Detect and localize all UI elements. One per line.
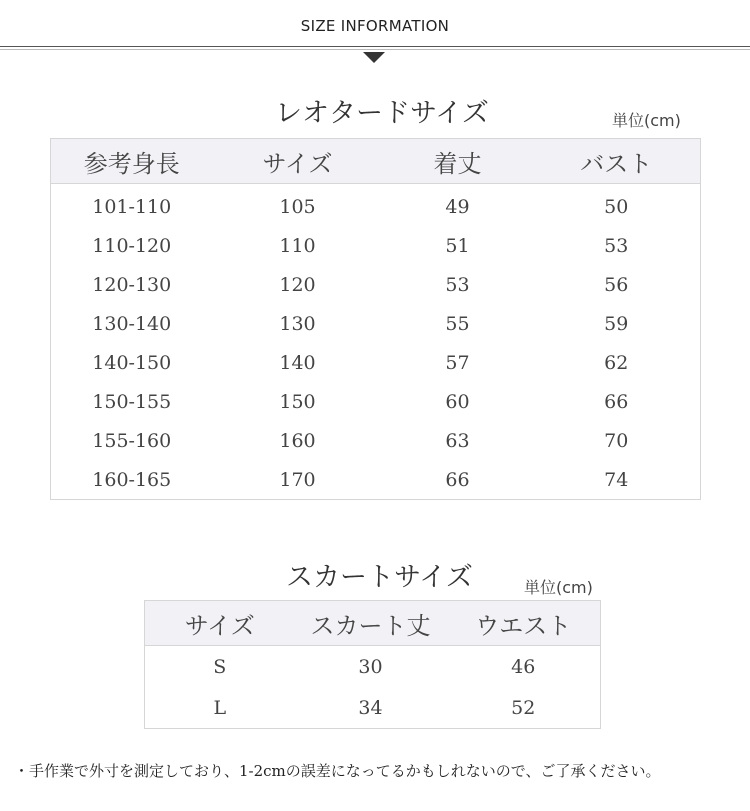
table-cell: 160 xyxy=(279,429,316,452)
table-cell: 140-150 xyxy=(92,351,172,374)
table-row xyxy=(145,687,601,729)
section-header-title: SIZE INFORMATION xyxy=(300,17,450,35)
column-header-skirt-length: スカート丈 xyxy=(295,601,447,646)
table-row xyxy=(51,184,701,227)
column-header-waist: ウエスト xyxy=(447,601,601,646)
table-cell: 53 xyxy=(604,234,629,257)
table-cell: 130-140 xyxy=(92,312,172,335)
table-cell: 50 xyxy=(604,195,629,218)
header-divider xyxy=(0,46,750,50)
table-cell: 120-130 xyxy=(92,273,172,296)
table-row xyxy=(51,265,701,304)
table-cell: 59 xyxy=(604,312,629,335)
table-cell: 46 xyxy=(511,655,536,678)
table-cell: 53 xyxy=(445,273,470,296)
table-cell: 56 xyxy=(604,273,629,296)
table-cell: 140 xyxy=(279,351,316,374)
table-row xyxy=(51,421,701,460)
table-cell: 34 xyxy=(358,696,383,719)
leotard-unit-label: 単位(cm) xyxy=(612,111,681,130)
table-cell: 105 xyxy=(279,195,316,218)
table-cell: 170 xyxy=(279,468,316,491)
table-row xyxy=(51,343,701,382)
column-header-height: 参考身長 xyxy=(51,139,213,184)
column-header-length: 着丈 xyxy=(383,139,533,184)
column-header-size: サイズ xyxy=(145,601,295,646)
table-header-row xyxy=(51,139,701,184)
table-row xyxy=(51,460,701,500)
table-row xyxy=(51,304,701,343)
column-header-size: サイズ xyxy=(213,139,383,184)
leotard-size-title: レオタードサイズ xyxy=(275,98,489,129)
measurement-note: ・手作業で外寸を測定しており、1-2cmの誤差になってるかもしれないので、ご了承ください。 xyxy=(14,762,661,780)
table-cell: 62 xyxy=(604,351,629,374)
down-triangle-icon xyxy=(363,52,385,63)
table-cell: 49 xyxy=(445,195,470,218)
table-cell: 150 xyxy=(279,390,316,413)
table-cell: 101-110 xyxy=(92,195,172,218)
table-cell: 110-120 xyxy=(92,234,172,257)
table-cell: 66 xyxy=(604,390,629,413)
table-cell: 55 xyxy=(445,312,470,335)
table-header-row xyxy=(145,601,601,646)
table-cell: 130 xyxy=(279,312,316,335)
table-cell: 70 xyxy=(604,429,629,452)
table-cell: 63 xyxy=(445,429,470,452)
table-cell: 110 xyxy=(279,234,316,257)
table-row xyxy=(51,382,701,421)
table-cell: 74 xyxy=(604,468,629,491)
table-row xyxy=(51,226,701,265)
column-header-bust: バスト xyxy=(533,139,701,184)
table-cell: 51 xyxy=(445,234,470,257)
table-cell: 52 xyxy=(511,696,536,719)
table-cell: 155-160 xyxy=(92,429,172,452)
table-cell: S xyxy=(213,655,227,678)
skirt-size-title: スカートサイズ xyxy=(286,562,473,593)
skirt-size-table xyxy=(144,600,601,729)
table-cell: 30 xyxy=(358,655,383,678)
leotard-size-table xyxy=(50,138,701,500)
table-cell: 66 xyxy=(445,468,470,491)
table-cell: L xyxy=(213,696,227,719)
table-cell: 160-165 xyxy=(92,468,172,491)
table-cell: 57 xyxy=(445,351,470,374)
skirt-unit-label: 単位(cm) xyxy=(524,578,593,597)
table-cell: 150-155 xyxy=(92,390,172,413)
table-cell: 120 xyxy=(279,273,316,296)
table-row xyxy=(145,646,601,688)
table-cell: 60 xyxy=(445,390,470,413)
